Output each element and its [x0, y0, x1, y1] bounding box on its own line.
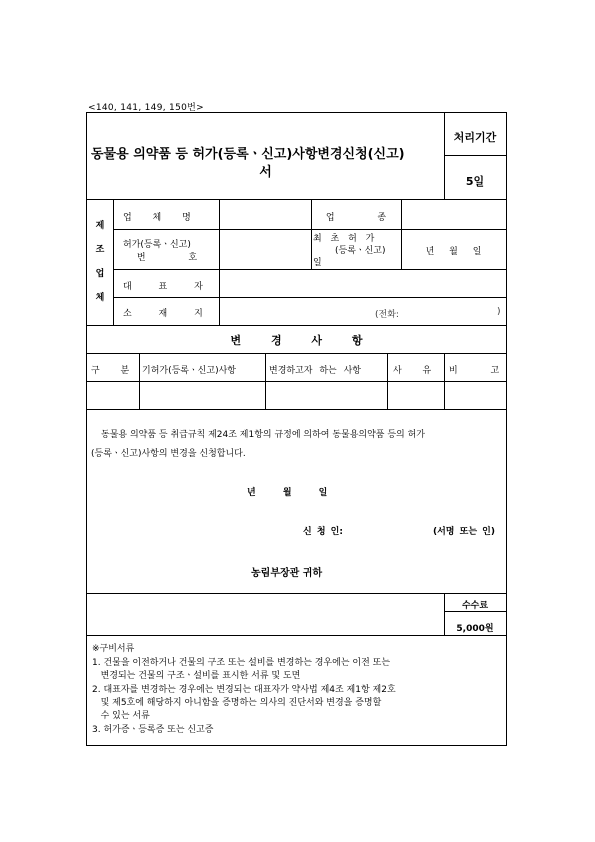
processing-period-label: 처리기간 [453, 131, 497, 144]
form-title: 동물용 의약품 등 허가(등록ㆍ신고)사항변경신청(신고) [91, 147, 405, 162]
license-number-label-2: 번 호 [136, 253, 198, 263]
phone-close: ) [497, 307, 501, 317]
manufacturer-section-label [94, 214, 106, 310]
phone-label: (전화: [375, 310, 399, 320]
business-type-label: 업 종 [325, 213, 387, 223]
application-date[interactable]: 년 월 일 [247, 488, 328, 498]
column-reason: 사 유 [393, 366, 432, 376]
divider [87, 325, 506, 326]
label-char: 체 [95, 293, 105, 303]
company-name-label: 업 체 명 [123, 213, 191, 223]
changes-header: 변 경 사 항 [230, 334, 363, 347]
label-char: 조 [95, 245, 105, 255]
column-requested: 변경하고자 하는 사항 [269, 366, 361, 376]
fee-label: 수수료 [461, 601, 489, 611]
label-char: 제 [95, 221, 105, 231]
existing-cell[interactable] [140, 382, 265, 408]
document-item: 수 있는 서류 [92, 711, 150, 721]
reason-cell[interactable] [388, 382, 444, 408]
column-existing: 기허가(등록ㆍ신고)사항 [142, 366, 236, 376]
divider [87, 635, 506, 636]
business-type-field[interactable] [402, 200, 506, 228]
first-license-date[interactable]: 년 월 일 [425, 247, 482, 257]
license-number-field[interactable] [220, 230, 310, 268]
first-license-label: 최 초 허 가 [313, 234, 375, 244]
column-remarks: 비 고 [449, 366, 500, 376]
divider [444, 155, 506, 156]
company-name-field[interactable] [220, 200, 310, 228]
requested-cell[interactable] [266, 382, 387, 408]
applicant-name-field[interactable] [355, 519, 431, 537]
application-form [86, 112, 507, 746]
processing-period-value: 5일 [465, 175, 485, 188]
form-title-suffix: 서 [259, 165, 272, 180]
divider [444, 611, 506, 612]
applicant-label: 신 청 인: [303, 527, 343, 537]
representative-label: 대 표 자 [123, 282, 203, 292]
first-license-label-2: (등록ㆍ신고) [335, 246, 386, 256]
document-item: 2. 대표자를 변경하는 경우에는 변경되는 대표자가 약사법 제4조 제1항 제2호 [92, 685, 396, 695]
label-char: 업 [95, 269, 105, 279]
document-item: 1. 건물을 이전하거나 건물의 구조 또는 설비를 변경하는 경우에는 이전 또는 [92, 658, 391, 668]
address-label: 소 재 지 [123, 309, 203, 319]
address-field[interactable] [220, 298, 506, 324]
divider [87, 409, 506, 410]
documents-title: ※구비서류 [92, 644, 135, 654]
addressee: 농림부장관 귀하 [251, 568, 323, 579]
divider [113, 199, 114, 325]
representative-field[interactable] [220, 270, 506, 296]
fee-value: 5,000원 [456, 624, 494, 634]
category-cell[interactable] [87, 382, 139, 408]
declaration-text-2: (등록ㆍ신고)사항의 변경을 신청합니다. [91, 449, 246, 459]
form-number: <140, 141, 149, 150번> [88, 103, 204, 113]
declaration-text: 동물용 의약품 등 취급규칙 제24조 제1항의 규정에 의하여 동물용의약품 등의 허가 [101, 430, 425, 440]
document-item: 3. 허가증ㆍ등록증 또는 신고증 [92, 725, 214, 735]
signature-label: (서명 또는 인) [433, 527, 495, 537]
document-item: 및 제5호에 해당하지 아니함을 증명하는 의사의 진단서와 변경을 증명할 [92, 698, 382, 708]
remarks-cell[interactable] [445, 382, 506, 408]
column-category: 구 분 [91, 366, 130, 376]
document-item: 변경되는 건물의 구조ㆍ설비를 표시한 서류 및 도면 [92, 671, 301, 681]
first-license-label-3: 일 [313, 258, 322, 268]
license-number-label: 허가(등록ㆍ신고) [123, 240, 191, 250]
